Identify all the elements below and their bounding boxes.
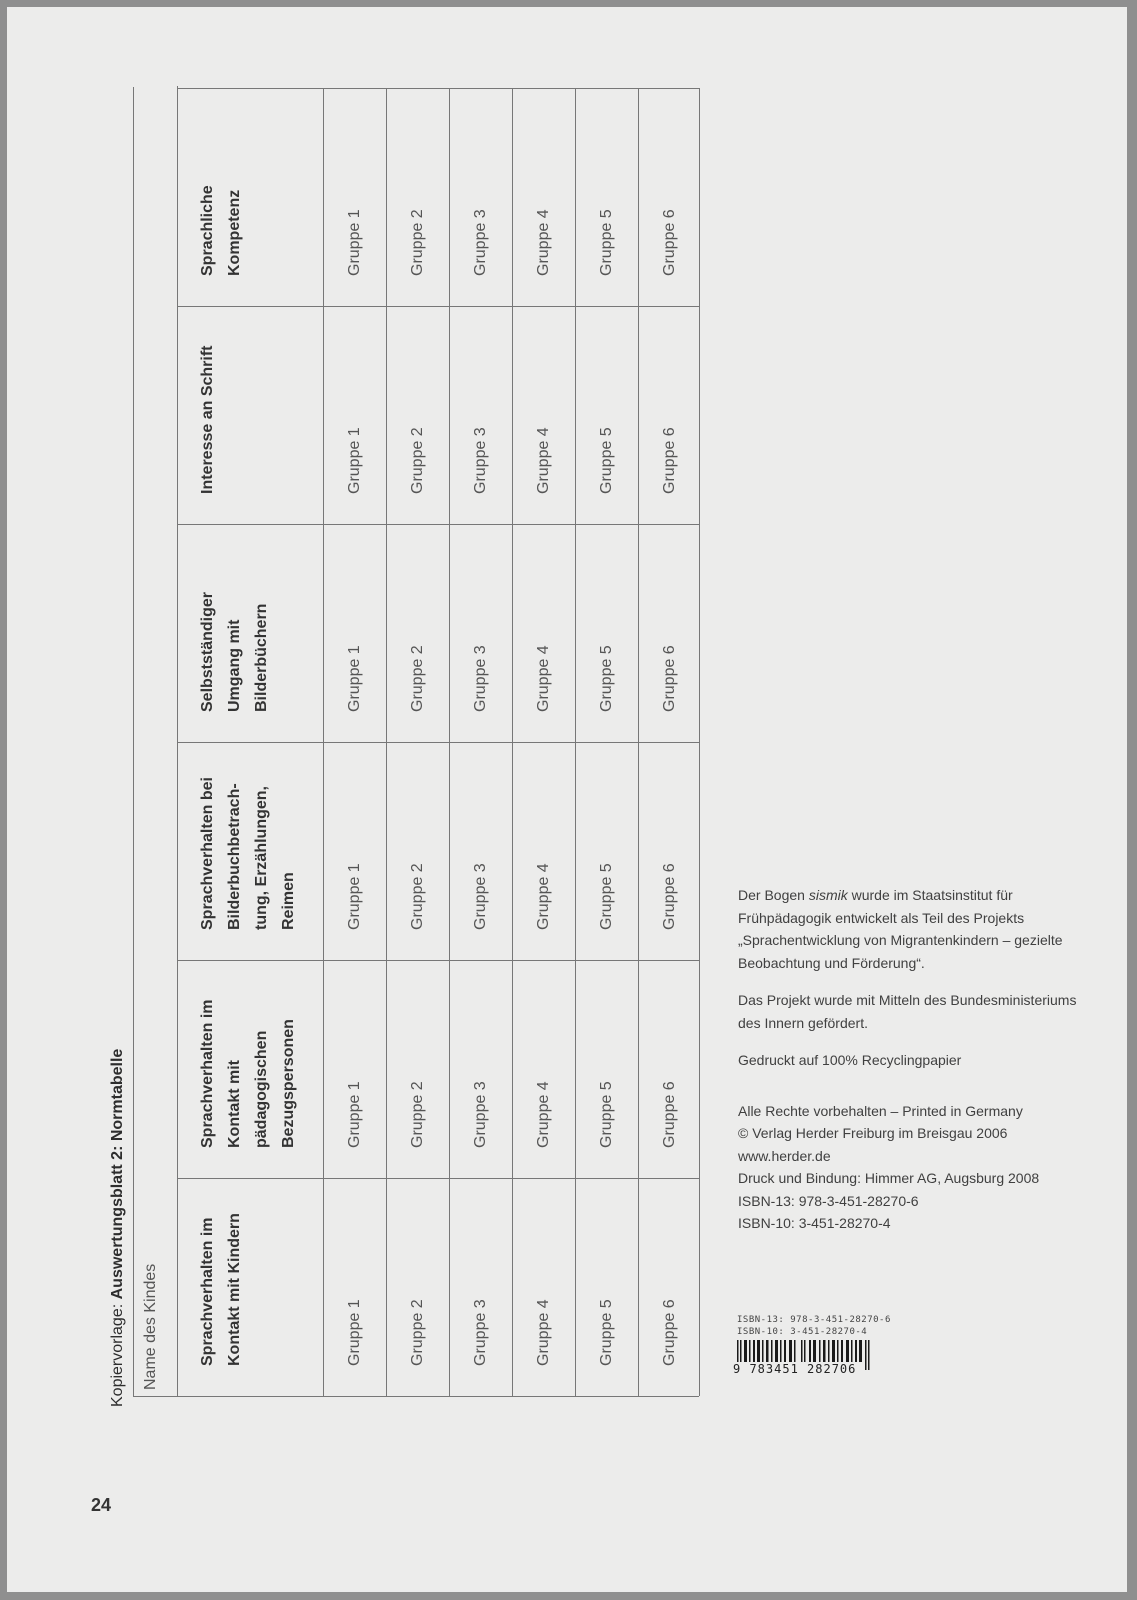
table-cell: Gruppe 6: [639, 1179, 700, 1396]
column-header: Sprachverhalten bei Bilderbuchbetrach-tung, Erzählungen, Reimen: [178, 743, 324, 960]
table-cell: Gruppe 6: [639, 89, 700, 306]
column-header: Sprachliche Kompetenz: [178, 89, 324, 306]
table-cell: Gruppe 5: [576, 1179, 639, 1396]
title-main: Auswertungsblatt 2: Normtabelle: [109, 1048, 126, 1300]
print-line: Druck und Bindung: Himmer AG, Augsburg 2008: [738, 1170, 1040, 1186]
table-cell: Gruppe 4: [513, 1179, 576, 1396]
info-paragraph-3: Gedruckt auf 100% Recyclingpapier: [738, 1052, 962, 1068]
title-prefix: Kopiervorlage:: [109, 1299, 126, 1407]
table-cell: Gruppe 2: [387, 961, 450, 1178]
table-cell: Gruppe 2: [387, 1179, 450, 1396]
table-cell: Gruppe 5: [576, 961, 639, 1178]
table-column: [178, 1178, 700, 1396]
table-cell: Gruppe 6: [639, 525, 700, 742]
table-column: [178, 742, 700, 960]
norm-table: [133, 87, 699, 1397]
table-cell: Gruppe 1: [324, 89, 387, 306]
table-cell: Gruppe 4: [513, 961, 576, 1178]
table-cell: Gruppe 1: [324, 961, 387, 1178]
table-cell: Gruppe 2: [387, 89, 450, 306]
column-header: Sprachverhalten im Kontakt mit Kindern: [178, 1179, 324, 1396]
table-cell: Gruppe 1: [324, 1179, 387, 1396]
table-cell: Gruppe 5: [576, 525, 639, 742]
table-cell: Gruppe 5: [576, 307, 639, 524]
table-cell: Gruppe 2: [387, 525, 450, 742]
table-cell: Gruppe 2: [387, 307, 450, 524]
table-column: [178, 524, 700, 742]
table-cell: Gruppe 3: [450, 743, 513, 960]
info-paragraph-2: Das Projekt wurde mit Mitteln des Bundesministeriums des Innern gefördert.: [738, 992, 1077, 1031]
table-cell: Gruppe 6: [639, 307, 700, 524]
child-name-label: Name des Kindes: [142, 1263, 159, 1390]
table-column: [178, 306, 700, 524]
publisher-info: [738, 884, 1078, 1235]
table-cell: Gruppe 3: [450, 307, 513, 524]
table-column: [178, 960, 700, 1178]
table-cell: Gruppe 1: [324, 743, 387, 960]
column-header: Interesse an Schrift: [178, 307, 324, 524]
table-cell: Gruppe 4: [513, 525, 576, 742]
table-cell: Gruppe 3: [450, 89, 513, 306]
table-cell: Gruppe 5: [576, 89, 639, 306]
table-cell: Gruppe 4: [513, 307, 576, 524]
table-cell: Gruppe 4: [513, 89, 576, 306]
page: [7, 7, 1127, 1592]
table-cell: Gruppe 1: [324, 307, 387, 524]
column-header: Sprachverhalten im Kontakt mit pädagogischen Bezugspersonen: [178, 961, 324, 1178]
table-cell: Gruppe 3: [450, 961, 513, 1178]
table-cell: Gruppe 6: [639, 743, 700, 960]
info-paragraph-1: Der Bogen sismik wurde im Staatsinstitut für Frühpädagogik entwickelt als Teil des Projekts „Sprachentwicklung von Migrantenkindern – gezielte Beobachtung und Förderung“.: [738, 887, 1063, 971]
rotated-table-block: [103, 97, 693, 1407]
website-line: www.herder.de: [738, 1147, 831, 1164]
table-cell: Gruppe 2: [387, 743, 450, 960]
barcode-isbn-labels: ISBN-13: 978-3-451-28270-6 ISBN-10: 3-451-28270-4: [737, 1315, 891, 1337]
isbn13-line: ISBN-13: 978-3-451-28270-6: [738, 1192, 919, 1209]
table-cell: Gruppe 1: [324, 525, 387, 742]
sheet-title: [103, 1049, 133, 1407]
isbn10-line: ISBN-10: 3-451-28270-4: [738, 1215, 891, 1231]
table-cell: Gruppe 3: [450, 525, 513, 742]
barcode: [731, 1340, 881, 1381]
barcode-number: 9 783451 282706: [733, 1362, 857, 1376]
child-name-row: [134, 86, 178, 1396]
column-header: Selbstständiger Umgang mit Bilderbüchern: [178, 525, 324, 742]
table-cell: Gruppe 4: [513, 743, 576, 960]
page-number: 24: [91, 1495, 112, 1515]
table-column: [178, 88, 700, 306]
rights-line: Alle Rechte vorbehalten – Printed in Germany: [738, 1102, 1023, 1119]
table-cell: Gruppe 3: [450, 1179, 513, 1396]
table-cell: Gruppe 6: [639, 961, 700, 1178]
table-columns: [178, 86, 700, 1396]
table-cell: Gruppe 5: [576, 743, 639, 960]
copyright-line: © Verlag Herder Freiburg im Breisgau 2006: [738, 1125, 1008, 1141]
